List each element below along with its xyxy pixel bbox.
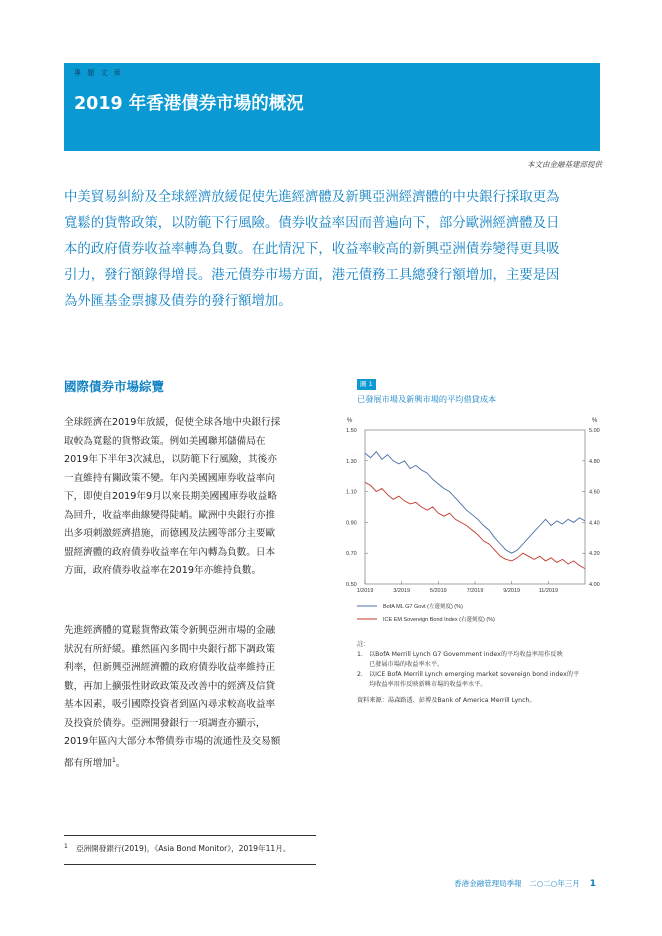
figure-title: 已發展市場及新興市場的平均借貸成本 xyxy=(357,394,497,404)
right-tick-label: 4.80 xyxy=(589,458,600,465)
x-tick-label: 1/2019 xyxy=(356,588,374,594)
note-text xyxy=(369,670,579,690)
body-line xyxy=(64,752,316,774)
body-line: 2019年區內大部分本幣債券市場的流通性及交易額 xyxy=(64,736,281,747)
body-line: 先進經濟體的寬鬆貨幣政策令新興亞洲市場的金融 xyxy=(64,625,276,636)
abstract-line: 本的政府債券收益率轉為負數。在此情況下，收益率較高的新興亞洲債券變得更具吸 xyxy=(64,242,560,257)
footnote-text: 亞洲開發銀行(2019)，《Asia Bond Monitor》，2019年11月。 xyxy=(76,844,291,853)
right-tick-label: 4.60 xyxy=(589,489,600,496)
footnote-number: 1 xyxy=(64,843,68,850)
body-line: 數，再加上擴張性財政政策及改善中的經濟及信貸 xyxy=(64,680,276,692)
right-tick-label: 4.00 xyxy=(589,582,600,588)
body-line-punct: 。 xyxy=(115,757,126,769)
x-tick-label: 3/2019 xyxy=(393,588,411,594)
note-text xyxy=(369,650,563,670)
section-tag: 專 題 文 章 xyxy=(74,69,123,77)
line-chart xyxy=(330,412,610,632)
body-paragraph-1 xyxy=(64,414,316,581)
note-line: 以BofA Merrill Lynch G7 Government index的平均收益率用作反映 xyxy=(369,651,563,658)
right-axis-unit: % xyxy=(592,418,598,424)
left-tick-label: 0.90 xyxy=(346,520,357,527)
right-tick-label: 4.20 xyxy=(589,551,600,558)
series-line-1 xyxy=(365,452,585,554)
header-banner xyxy=(64,63,600,151)
body-line-end: 都有所增加 xyxy=(64,757,112,769)
legend-label-2: ICE EM Sovereign Bond Index (右邊刻度) (%) xyxy=(383,617,495,623)
abstract xyxy=(64,185,604,315)
footnote-ref[interactable]: 1 xyxy=(111,756,116,764)
page-number: 1 xyxy=(589,879,596,889)
page-title: 2019 年香港債券市場的概況 xyxy=(74,94,304,114)
figure-badge: 圖 1 xyxy=(357,379,376,390)
note-number: 2. xyxy=(357,671,363,678)
body-line: 出多項刺激經濟措施，而德國及法國等部分主要歐 xyxy=(64,528,276,539)
footnote xyxy=(64,843,290,854)
footnote-divider-top xyxy=(64,835,316,836)
left-axis-unit: % xyxy=(347,418,353,424)
body-line: 方面，政府債券收益率在2019年亦維持負數。 xyxy=(64,565,262,576)
note-line: 均收益率用作反映新興市場的收益率水平。 xyxy=(369,681,487,688)
notes-label: 註： xyxy=(357,641,370,648)
left-tick-label: 0.70 xyxy=(346,551,357,558)
x-tick-label: 11/2019 xyxy=(538,588,559,594)
body-line: 全球經濟在2019年放緩，促使全球各地中央銀行採 xyxy=(64,417,281,428)
page-footer xyxy=(454,878,596,889)
body-paragraph-2 xyxy=(64,622,316,773)
abstract-line: 中美貿易糾紛及全球經濟放緩促使先進經濟體及新興亞洲經濟體的中央銀行採取更為 xyxy=(64,190,560,205)
legend-label-1: BofA ML G7 Govt (左邊刻度) (%) xyxy=(383,604,463,610)
body-line: 取較為寬鬆的貨幣政策。例如美國聯邦儲備局在 xyxy=(64,435,266,447)
left-tick-label: 1.30 xyxy=(346,458,357,465)
note-number: 1. xyxy=(357,651,363,658)
x-tick-label: 9/2019 xyxy=(503,588,521,594)
abstract-line: 寬鬆的貨幣政策，以防範下行風險。債券收益率因而普遍向下，部分歐洲經濟體及日 xyxy=(64,216,560,231)
note-item xyxy=(357,670,607,690)
body-line: 盟經濟體的政府債券收益率在年內轉為負數。日本 xyxy=(64,546,276,558)
x-tick-label: 7/2019 xyxy=(466,588,484,594)
left-tick-label: 1.50 xyxy=(346,428,357,434)
note-line: 已發展市場的收益率水平。 xyxy=(369,661,444,668)
body-line: 一直維持有關政策不變。年內美國國庫券收益率向 xyxy=(64,472,276,484)
right-tick-label: 4.40 xyxy=(589,520,600,527)
body-line: 下，即使自2019年9月以來長期美國國庫券收益略 xyxy=(64,491,277,502)
footnote-divider-bottom xyxy=(64,864,316,865)
series-line-2 xyxy=(365,482,585,568)
body-line: 2019年下半年3次減息，以防範下行風險，其後亦 xyxy=(64,454,277,465)
note-item xyxy=(357,650,607,670)
x-tick-label: 5/2019 xyxy=(429,588,447,594)
left-tick-label: 1.10 xyxy=(346,489,357,496)
body-line: 及投資於債券。亞洲開發銀行一項調查亦顯示， xyxy=(64,717,266,729)
body-line: 基本因素，吸引國際投資者到區內尋求較高收益率 xyxy=(64,699,276,710)
plot-frame xyxy=(365,430,585,584)
body-line: 利率，但新興亞洲經濟體的政府債券收益率維持正 xyxy=(64,662,276,673)
left-tick-label: 0.50 xyxy=(346,582,357,588)
figure-notes xyxy=(357,640,607,706)
section-title: 國際債券市場綜覽 xyxy=(64,379,165,394)
abstract-line: 為外匯基金票據及債券的發行額增加。 xyxy=(64,294,292,309)
abstract-line: 引力，發行額錄得增長。港元債券市場方面，港元債務工具總發行額增加，主要是因 xyxy=(64,268,560,283)
data-source: 資料來源：湯森路透、彭博及Bank of America Merrill Lynch。 xyxy=(357,697,536,704)
footer-text: 香港金融管理局季報 二○二○年三月 xyxy=(454,879,580,888)
body-line: 狀況有所紓緩。雖然區內多間中央銀行都下調政策 xyxy=(64,643,276,655)
provided-by: 本文由金融基建部提供 xyxy=(527,160,602,169)
note-line: 以ICE BofA Merrill Lynch emerging market sovereign bond index的平 xyxy=(369,671,580,678)
body-line: 為回升，收益率曲線變得陡峭。歐洲中央銀行亦推 xyxy=(64,509,276,521)
right-tick-label: 5.00 xyxy=(589,428,600,434)
